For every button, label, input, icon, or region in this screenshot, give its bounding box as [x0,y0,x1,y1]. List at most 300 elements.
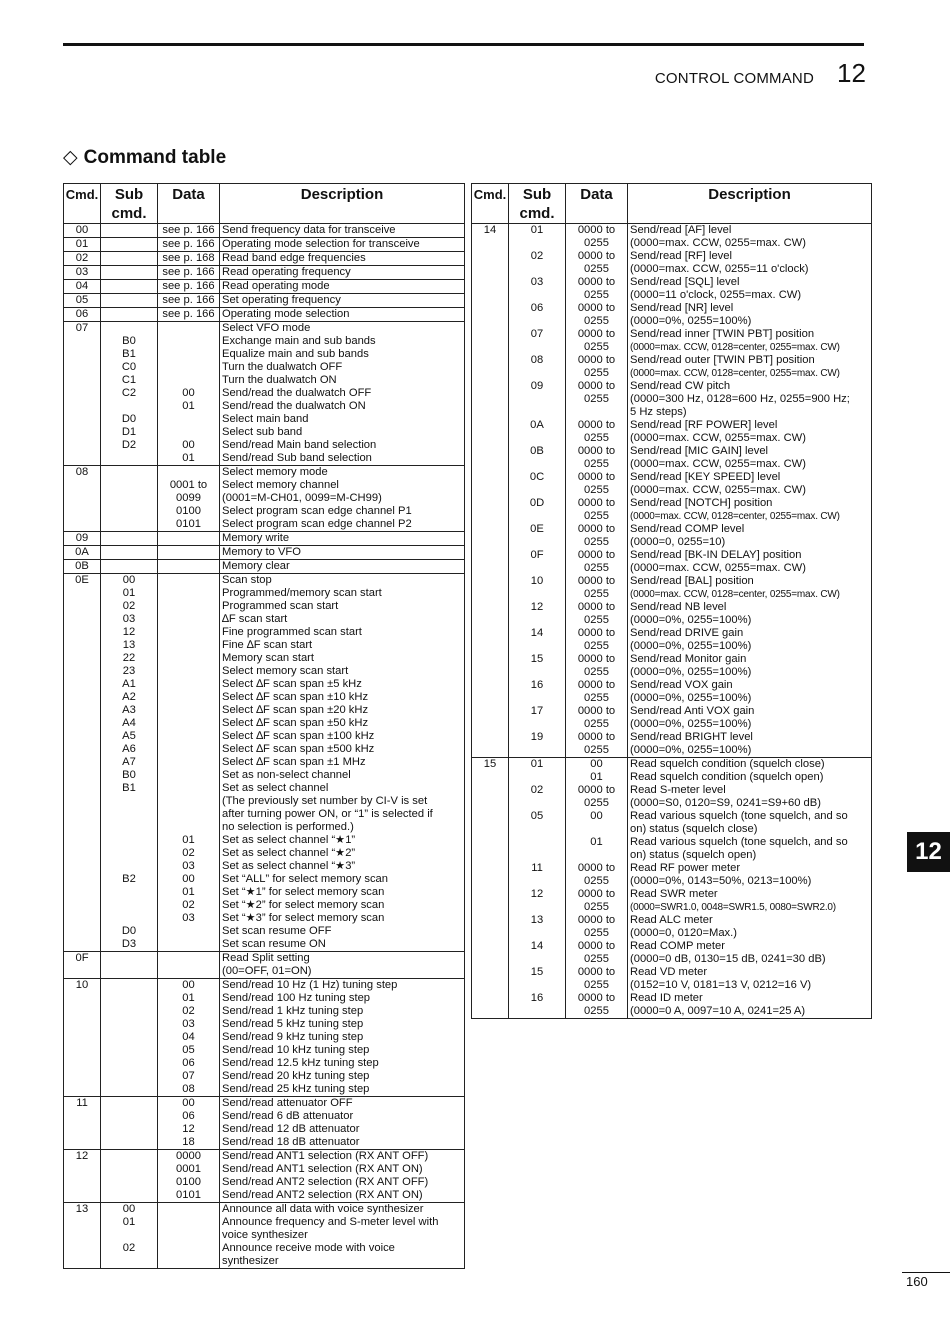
cell-data: 0255 [566,979,628,992]
cell-data [158,965,220,979]
cell-sub: 0D [509,497,566,510]
cell-desc: (The previously set number by CI-V is set [220,795,465,808]
table-row [64,743,465,756]
page-number: 160 [906,1274,928,1289]
cell-sub: A6 [101,743,158,756]
table-row [64,1150,465,1164]
cell-sub: 0A [509,419,566,432]
table-row [64,387,465,400]
cell-desc: Read Split setting [220,952,465,966]
cell-data: 01 [158,992,220,1005]
table-row [472,588,872,601]
header-rule [63,43,864,46]
cell-desc: (0000=max. CCW, 0255=max. CW) [628,562,872,575]
cell-data [158,1255,220,1269]
cell-cmd: 15 [472,758,509,772]
table-row [64,308,465,322]
cell-data [158,1216,220,1229]
cell-desc: Send/read the dualwatch OFF [220,387,465,400]
cell-cmd [472,979,509,992]
cell-cmd [472,536,509,549]
cell-sub: 01 [101,1216,158,1229]
table-row [472,849,872,862]
cell-data [158,600,220,613]
cell-data: 0001 to [158,479,220,492]
cell-desc: Send/read 9 kHz tuning step [220,1031,465,1044]
cell-cmd [472,718,509,731]
cell-desc: Read operating frequency [220,266,465,280]
cell-desc: Select program scan edge channel P1 [220,505,465,518]
cell-desc: (0000=max. CCW, 0128=center, 0255=max. CW) [628,588,872,601]
cell-data [158,348,220,361]
table-row [472,784,872,797]
cell-cmd: 0E [64,574,101,588]
cell-data: 08 [158,1083,220,1097]
table-row [64,466,465,480]
cell-cmd [472,1005,509,1019]
cell-data [158,1229,220,1242]
cell-desc: Send/read 25 kHz tuning step [220,1083,465,1097]
cell-cmd [472,953,509,966]
cell-desc: Send/read VOX gain [628,679,872,692]
cell-sub: D2 [101,439,158,452]
cell-cmd [472,614,509,627]
cell-desc: Send/read 6 dB attenuator [220,1110,465,1123]
cell-sub [509,562,566,575]
cell-cmd [472,588,509,601]
cell-desc: Fine programmed scan start [220,626,465,639]
cell-desc: Send/read NB level [628,601,872,614]
cell-data: 06 [158,1110,220,1123]
cell-cmd [472,445,509,458]
cell-cmd [472,797,509,810]
cell-desc: voice synthesizer [220,1229,465,1242]
cell-sub [509,823,566,836]
cell-data: 0000 to [566,380,628,393]
cell-sub [101,280,158,294]
table-row [472,862,872,875]
table-row [64,413,465,426]
cell-sub: 0C [509,471,566,484]
table-row [64,873,465,886]
cell-desc: Memory clear [220,560,465,574]
cell-cmd: 02 [64,252,101,266]
table-row [64,560,465,574]
cell-cmd [472,328,509,341]
cell-desc: after turning power ON, or “1” is selected if [220,808,465,821]
table-row [64,992,465,1005]
cell-cmd [472,601,509,614]
cell-desc: Read S-meter level [628,784,872,797]
cell-data [158,652,220,665]
cell-sub [509,432,566,445]
table-row [64,1255,465,1269]
cell-desc: Send/read outer [TWIN PBT] position [628,354,872,367]
cell-data: 0255 [566,718,628,731]
cell-sub: 15 [509,966,566,979]
cell-cmd [472,562,509,575]
table-row [472,797,872,810]
table-row [64,626,465,639]
cell-cmd: 04 [64,280,101,294]
cell-data [158,626,220,639]
cell-sub [509,953,566,966]
cell-cmd [64,834,101,847]
cell-cmd: 0F [64,952,101,966]
cell-desc: (0000=0%, 0255=100%) [628,640,872,653]
cell-cmd [64,1070,101,1083]
cell-sub: B1 [101,782,158,795]
cell-desc: Memory scan start [220,652,465,665]
cell-data [158,925,220,938]
cell-desc: Select ∆F scan span ±50 kHz [220,717,465,730]
cell-data: 0000 to [566,992,628,1005]
table-row [64,821,465,834]
table-row [64,795,465,808]
cell-desc: Turn the dualwatch OFF [220,361,465,374]
cell-desc: Read COMP meter [628,940,872,953]
cell-cmd [64,335,101,348]
cell-data: 0001 [158,1163,220,1176]
cell-desc: Set “ALL” for select memory scan [220,873,465,886]
cell-desc: Send/read CW pitch [628,380,872,393]
cell-desc: Read various squelch (tone squelch, and so [628,836,872,849]
cell-desc: (0000=0%, 0255=100%) [628,718,872,731]
table-row [472,627,872,640]
cell-desc: Send/read 1 kHz tuning step [220,1005,465,1018]
cell-cmd [472,849,509,862]
cell-data: 0255 [566,1005,628,1019]
table-row [472,406,872,419]
col-header-data: Data [566,184,628,224]
cell-cmd [472,289,509,302]
cell-cmd [64,821,101,834]
table-row [64,400,465,413]
table-row [64,860,465,873]
cell-cmd [64,1242,101,1255]
cell-desc: (0000=max. CCW, 0128=center, 0255=max. CW) [628,510,872,523]
cell-cmd [64,1216,101,1229]
cell-data: 0255 [566,510,628,523]
cell-data [158,335,220,348]
cell-cmd [472,263,509,276]
cell-data [566,406,628,419]
cell-cmd [64,665,101,678]
table-row [64,335,465,348]
cell-desc: Select program scan edge channel P2 [220,518,465,532]
cell-cmd [64,691,101,704]
cell-cmd [64,1123,101,1136]
cell-cmd [472,276,509,289]
cell-desc: (0000=0, 0255=10) [628,536,872,549]
cell-desc: Send/read 12 dB attenuator [220,1123,465,1136]
cell-data: 0000 to [566,862,628,875]
cell-data [158,560,220,574]
col-header-cmd: Cmd. [472,184,509,224]
cell-cmd [64,374,101,387]
cell-cmd [472,497,509,510]
cell-desc: on) status (squelch open) [628,849,872,862]
cell-cmd [472,692,509,705]
cell-cmd [472,836,509,849]
cell-data: 01 [566,771,628,784]
table-row [64,238,465,252]
cell-desc: (00=OFF, 01=ON) [220,965,465,979]
cell-data [158,691,220,704]
cell-desc: Send/read Anti VOX gain [628,705,872,718]
table-row [64,782,465,795]
cell-sub: 02 [509,784,566,797]
cell-data: 0255 [566,289,628,302]
table-row [472,263,872,276]
table-row [64,1229,465,1242]
cell-sub: 07 [509,328,566,341]
cell-sub [509,393,566,406]
cell-data: 0000 to [566,523,628,536]
cell-sub: 13 [509,914,566,927]
cell-cmd [472,823,509,836]
cell-data: 0000 to [566,705,628,718]
table-row [64,439,465,452]
cell-cmd: 07 [64,322,101,336]
cell-cmd [472,484,509,497]
section-title [63,146,226,169]
table-row [64,979,465,993]
cell-data [158,532,220,546]
cell-sub [101,238,158,252]
cell-cmd [472,575,509,588]
cell-desc: Send/read the dualwatch ON [220,400,465,413]
cell-cmd [472,523,509,536]
cell-sub [101,1136,158,1150]
cell-sub: 14 [509,627,566,640]
cell-data: 0255 [566,393,628,406]
cell-data: 0255 [566,692,628,705]
table-row [64,452,465,466]
cell-desc: Set operating frequency [220,294,465,308]
cell-desc: Send/read COMP level [628,523,872,536]
cell-cmd [64,925,101,938]
cell-sub: 22 [101,652,158,665]
table-row [472,276,872,289]
table-row [472,315,872,328]
cell-data [158,756,220,769]
cell-data: 0255 [566,484,628,497]
cell-sub: 13 [101,639,158,652]
table-row [64,224,465,238]
cell-sub [509,979,566,992]
cell-cmd [64,769,101,782]
table-row [64,1163,465,1176]
table-row [64,717,465,730]
chapter-number: 12 [837,58,866,88]
cell-data: see p. 166 [158,308,220,322]
table-row [64,574,465,588]
table-row [472,497,872,510]
cell-data [158,322,220,336]
cell-data: 0255 [566,640,628,653]
cell-desc: Set scan resume ON [220,938,465,952]
table-row [64,479,465,492]
cell-data: 00 [158,873,220,886]
cell-cmd [64,1163,101,1176]
cell-cmd [64,1110,101,1123]
cell-cmd [472,380,509,393]
cell-desc: Send/read ANT2 selection (RX ANT OFF) [220,1176,465,1189]
cell-data [158,795,220,808]
cell-data: 0000 to [566,966,628,979]
col-header-sub: Sub cmd. [101,184,158,224]
cell-cmd [472,966,509,979]
cell-cmd [472,432,509,445]
cell-desc: (0152=10 V, 0181=13 V, 0212=16 V) [628,979,872,992]
cell-desc: Send/read 100 Hz tuning step [220,992,465,1005]
cell-cmd [472,653,509,666]
cell-data: 03 [158,912,220,925]
cell-cmd [64,400,101,413]
cell-sub [509,263,566,276]
cell-data: 00 [158,387,220,400]
cell-sub: 12 [509,888,566,901]
cell-desc: Send/read DRIVE gain [628,627,872,640]
cell-cmd [472,250,509,263]
cell-desc: Read VD meter [628,966,872,979]
cell-sub: 00 [101,574,158,588]
cell-sub: 03 [101,613,158,626]
table-row [64,899,465,912]
cell-desc: Read band edge frequencies [220,252,465,266]
cell-cmd [64,704,101,717]
cell-sub [509,744,566,758]
table-row [472,940,872,953]
command-table-left [63,183,465,1269]
cell-desc: Select ∆F scan span ±100 kHz [220,730,465,743]
cell-sub [101,1097,158,1111]
cell-sub [101,1163,158,1176]
cell-data: 02 [158,899,220,912]
cell-data: 0000 to [566,419,628,432]
table-row [64,252,465,266]
cell-data: 0100 [158,505,220,518]
cell-sub: A4 [101,717,158,730]
cell-data: 0000 to [566,914,628,927]
cell-data [158,413,220,426]
cell-sub [101,821,158,834]
cell-data: see p. 168 [158,252,220,266]
table-row [472,224,872,238]
cell-desc: Select ∆F scan span ±20 kHz [220,704,465,717]
cell-data: 0255 [566,536,628,549]
cell-desc: Select ∆F scan span ±1 MHz [220,756,465,769]
cell-sub [101,1083,158,1097]
cell-sub [509,341,566,354]
table-row [64,847,465,860]
cell-sub [101,1255,158,1269]
table-row [472,653,872,666]
cell-sub: 0B [509,445,566,458]
cell-data: 03 [158,860,220,873]
cell-cmd [64,808,101,821]
cell-sub [101,1057,158,1070]
cell-cmd [472,771,509,784]
cell-data: 0000 to [566,549,628,562]
cell-cmd: 13 [64,1203,101,1217]
table-row [472,953,872,966]
cell-desc: Send/read 12.5 kHz tuning step [220,1057,465,1070]
cell-data: see p. 166 [158,266,220,280]
cell-sub [101,308,158,322]
cell-cmd [64,348,101,361]
table-row [472,575,872,588]
cell-sub: 01 [101,587,158,600]
cell-data: 0255 [566,927,628,940]
cell-cmd [472,862,509,875]
cell-desc: Select memory scan start [220,665,465,678]
cell-data: 0000 to [566,679,628,692]
cell-cmd [64,795,101,808]
cell-cmd [64,1176,101,1189]
cell-sub [101,847,158,860]
cell-sub: 02 [101,1242,158,1255]
cell-desc: Send/read [BAL] position [628,575,872,588]
cell-sub [101,795,158,808]
cell-desc: Read squelch condition (squelch close) [628,758,872,772]
cell-cmd [64,938,101,952]
table-row [472,354,872,367]
table-row [64,912,465,925]
cell-cmd: 08 [64,466,101,480]
cell-desc: Announce receive mode with voice [220,1242,465,1255]
table-row [472,692,872,705]
cell-sub [509,484,566,497]
table-row [64,518,465,532]
table-row [64,652,465,665]
table-row [64,1203,465,1217]
cell-data: 02 [158,1005,220,1018]
cell-cmd [64,1189,101,1203]
cell-desc: Send/read [BK-IN DELAY] position [628,549,872,562]
cell-desc: Set as select channel [220,782,465,795]
table-row [64,834,465,847]
cell-sub: B0 [101,335,158,348]
table-row [472,328,872,341]
table-row [472,393,872,406]
cell-sub: A5 [101,730,158,743]
cell-sub [101,1229,158,1242]
footer-rule [902,1272,950,1273]
cell-desc: (0000=0%, 0255=100%) [628,666,872,679]
cell-data: 0101 [158,1189,220,1203]
table-row [472,536,872,549]
table-row [472,523,872,536]
table-row [472,718,872,731]
cell-sub [101,400,158,413]
cell-sub [101,560,158,574]
cell-desc: Send/read attenuator OFF [220,1097,465,1111]
cell-data: 0000 to [566,445,628,458]
cell-sub: B0 [101,769,158,782]
cell-desc: Select sub band [220,426,465,439]
cell-sub: 03 [509,276,566,289]
cell-cmd [64,1018,101,1031]
table-row [64,1070,465,1083]
cell-cmd [64,587,101,600]
table-row [472,992,872,1005]
cell-data [158,1203,220,1217]
cell-cmd [472,810,509,823]
cell-sub [509,927,566,940]
cell-data: 0000 to [566,276,628,289]
